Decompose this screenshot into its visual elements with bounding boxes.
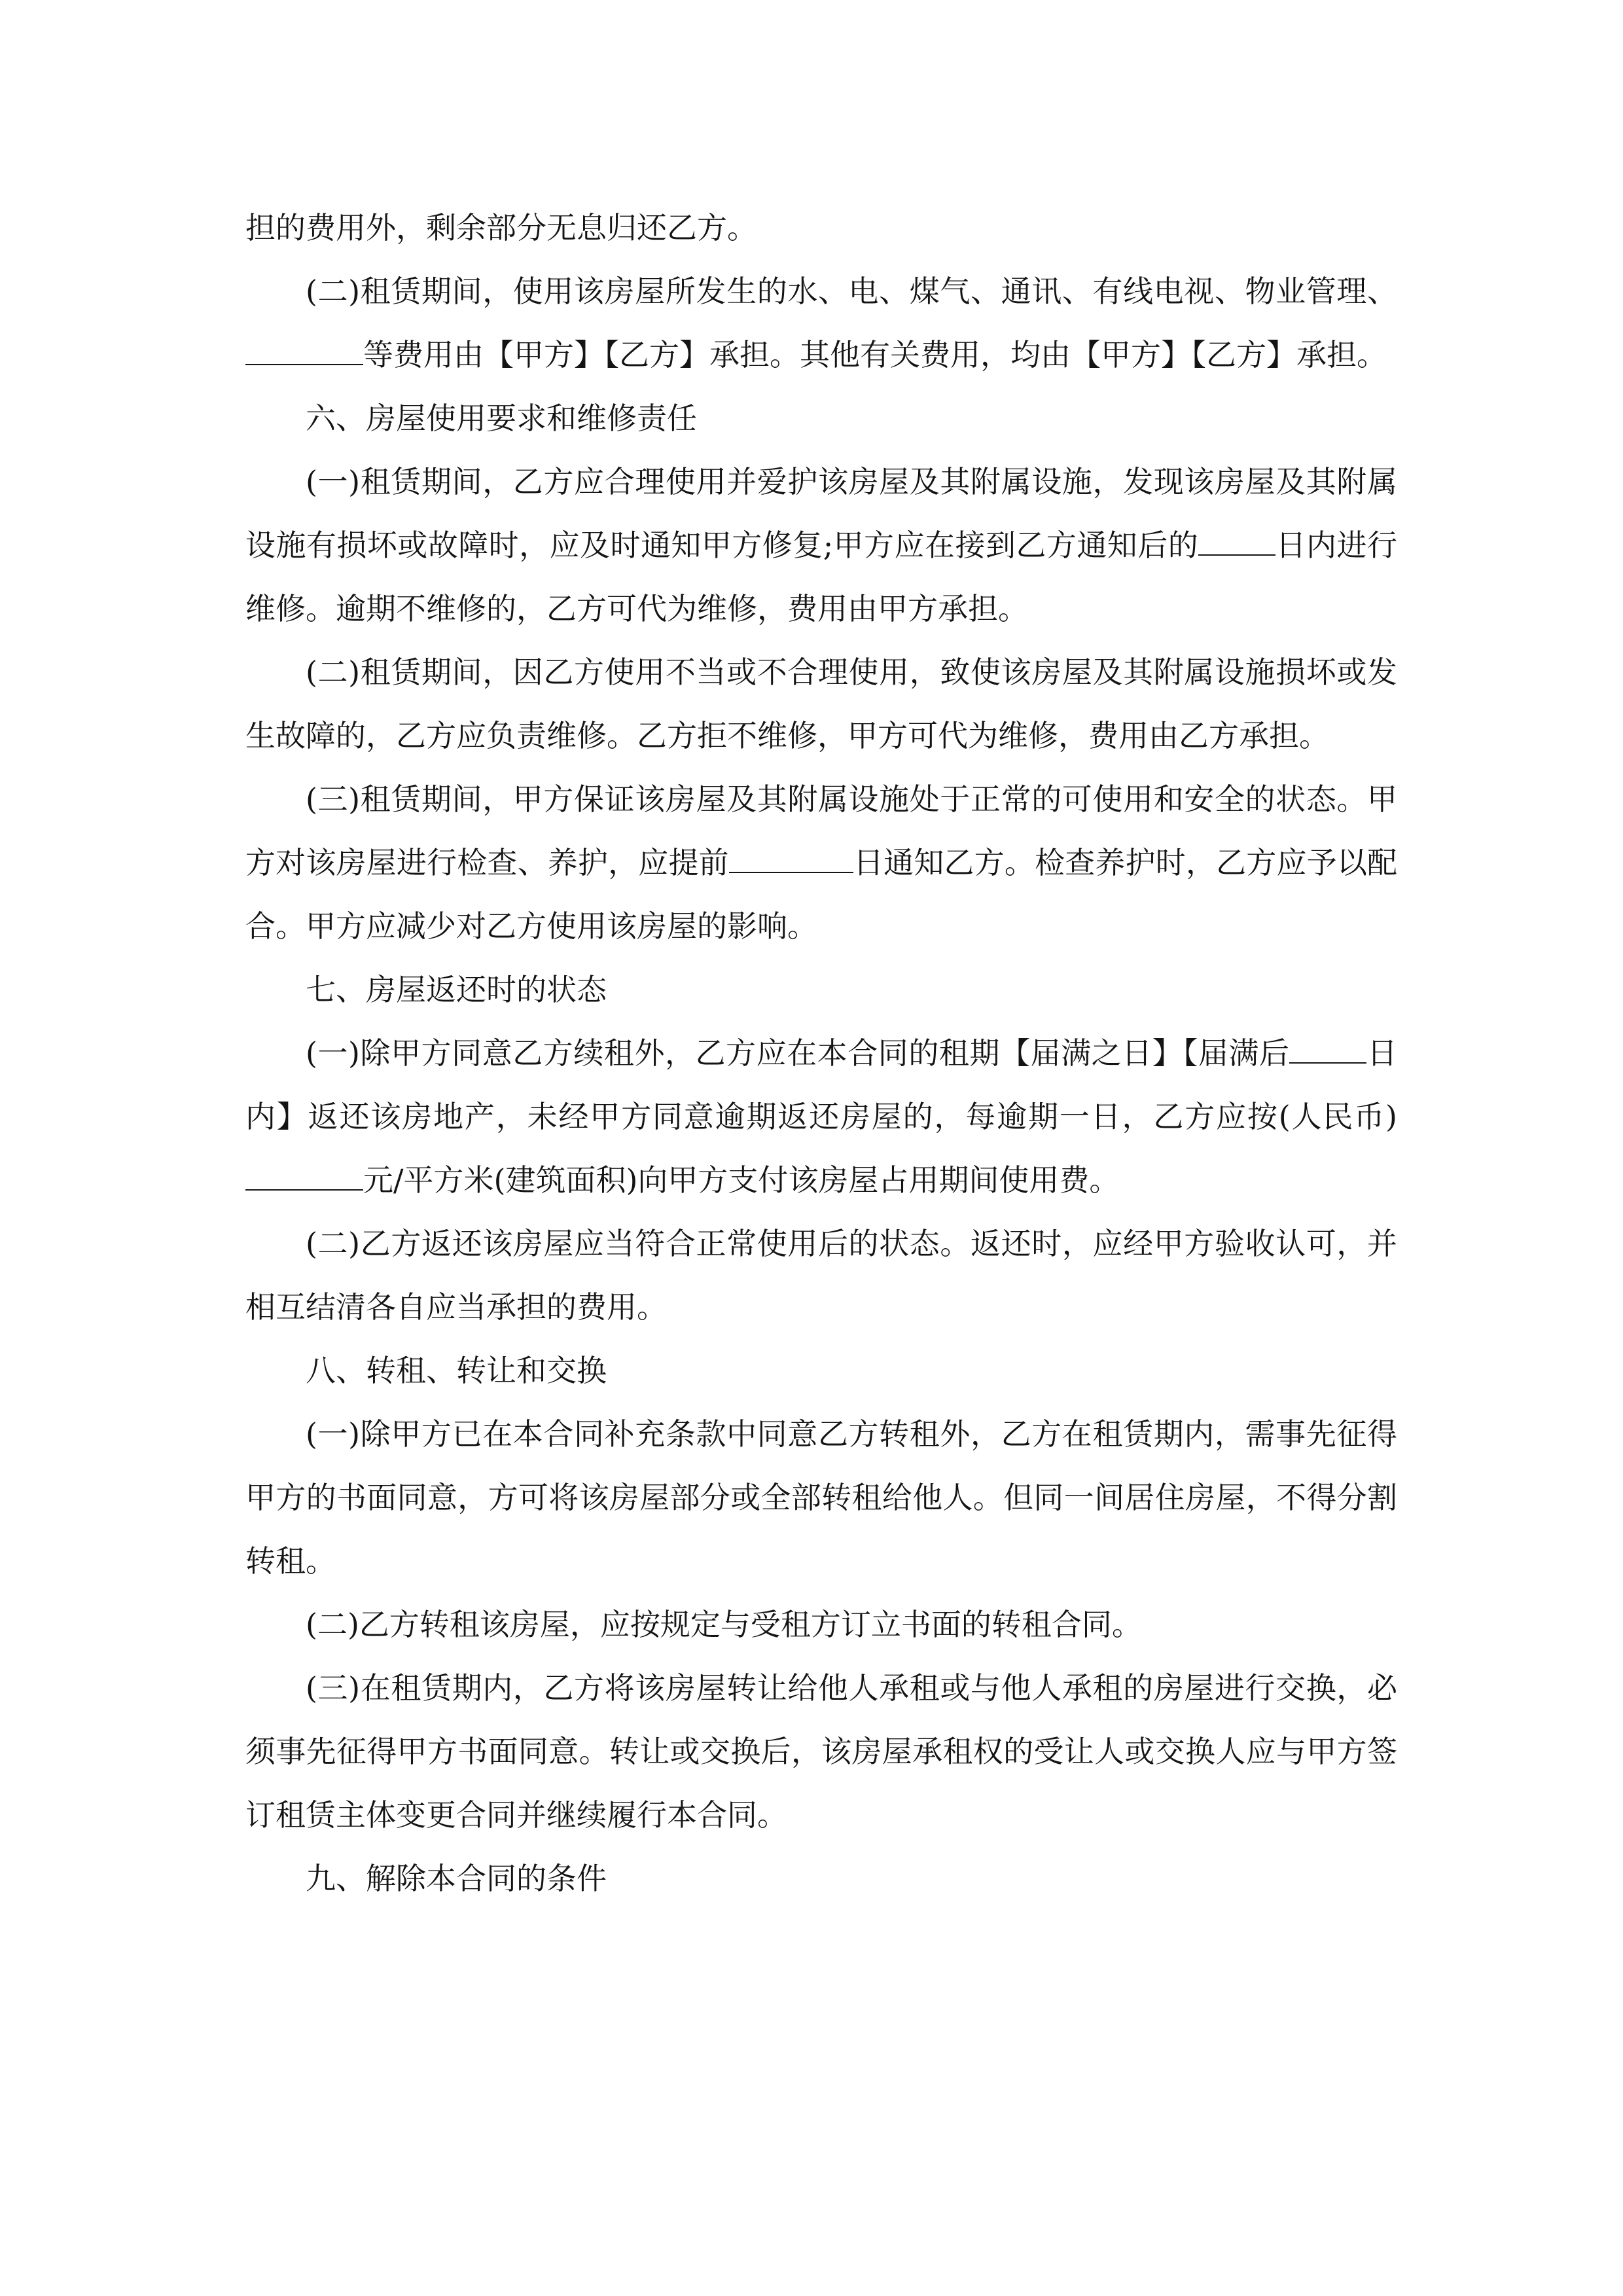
fill-in-blank: [1289, 1035, 1366, 1064]
section-heading-9: [245, 1847, 1397, 1910]
paragraph-7-1: [245, 1022, 1397, 1212]
paragraph-8-2: [245, 1593, 1397, 1657]
paragraph-text: (一)除甲方已在本合同补充条款中同意乙方转租外，乙方在租赁期内，需事先征得甲方的书面同意，方可将该房屋部分或全部转租给他人。但同一间居住房屋，不得分割转租。: [245, 1416, 1397, 1579]
fill-in-blank: [245, 337, 363, 365]
paragraph-text: 元/平方米(建筑面积)向甲方支付该房屋占用期间使用费。: [363, 1162, 1120, 1198]
heading-text: 八、转租、转让和交换: [306, 1353, 607, 1388]
paragraph-text: (二)乙方返还该房屋应当符合正常使用后的状态。返还时，应经甲方验收认可，并相互结清各自应当承担的费用。: [245, 1226, 1397, 1325]
section-heading-6: [245, 387, 1397, 450]
section-heading-8: [245, 1339, 1397, 1403]
paragraph-text: 日内】返还该房地产，未经甲方同意逾期返还房屋的，每逾期一日，乙方应按(人民币): [245, 1035, 1397, 1134]
paragraph-8-3: [245, 1657, 1397, 1847]
paragraph-6-2: [245, 641, 1397, 768]
paragraph-7-2: [245, 1212, 1397, 1339]
fill-in-blank: [1198, 528, 1275, 556]
heading-text: 六、房屋使用要求和维修责任: [306, 401, 697, 436]
paragraph-text: 等费用由【甲方】【乙方】承担。其他有关费用，均由【甲方】【乙方】承担。: [363, 337, 1387, 372]
paragraph-text: (二)乙方转租该房屋，应按规定与受租方订立书面的转租合同。: [306, 1607, 1142, 1642]
paragraph-continuation: [245, 196, 1397, 260]
fill-in-blank: [245, 1162, 363, 1191]
paragraph-text: 日通知乙方。检查养护时，乙方应予以配合。甲方应减少对乙方使用该房屋的影响。: [245, 845, 1398, 944]
paragraph-6-3: [245, 768, 1397, 958]
paragraph-text: 日内进行维修。逾期不维修的，乙方可代为维修，费用由甲方承担。: [245, 528, 1398, 626]
heading-text: 九、解除本合同的条件: [306, 1861, 607, 1896]
paragraph-text: (三)租赁期间，甲方保证该房屋及其附属设施处于正常的可使用和安全的状态。甲方对该房屋进行检查、养护，应提前: [245, 781, 1397, 880]
section-heading-7: [245, 958, 1397, 1022]
heading-text: 七、房屋返还时的状态: [306, 972, 607, 1007]
paragraph-8-1: [245, 1403, 1397, 1593]
paragraph-text: (二)租赁期间，因乙方使用不当或不合理使用，致使该房屋及其附属设施损坏或发生故障的，乙方应负责维修。乙方拒不维修，甲方可代为维修，费用由乙方承担。: [245, 655, 1397, 753]
paragraph-text: (一)租赁期间，乙方应合理使用并爱护该房屋及其附属设施，发现该房屋及其附属设施有损坏或故障时，应及时通知甲方修复;甲方应在接到乙方通知后的: [245, 464, 1397, 563]
paragraph-text: (二)租赁期间，使用该房屋所发生的水、电、煤气、通讯、有线电视、物业管理、: [306, 274, 1397, 309]
paragraph-6-1: [245, 450, 1397, 641]
paragraph-5-2: [245, 260, 1397, 387]
paragraph-text: (一)除甲方同意乙方续租外，乙方应在本合同的租期【届满之日】【届满后: [306, 1035, 1290, 1071]
fill-in-blank: [729, 845, 853, 873]
paragraph-text: 担的费用外，剩余部分无息归还乙方。: [245, 210, 757, 245]
paragraph-text: (三)在租赁期内，乙方将该房屋转让给他人承租或与他人承租的房屋进行交换，必须事先征得甲方书面同意。转让或交换后，该房屋承租权的受让人或交换人应与甲方签订租赁主体变更合同并继续履行本合同。: [245, 1670, 1397, 1833]
document-body: [245, 196, 1397, 1910]
